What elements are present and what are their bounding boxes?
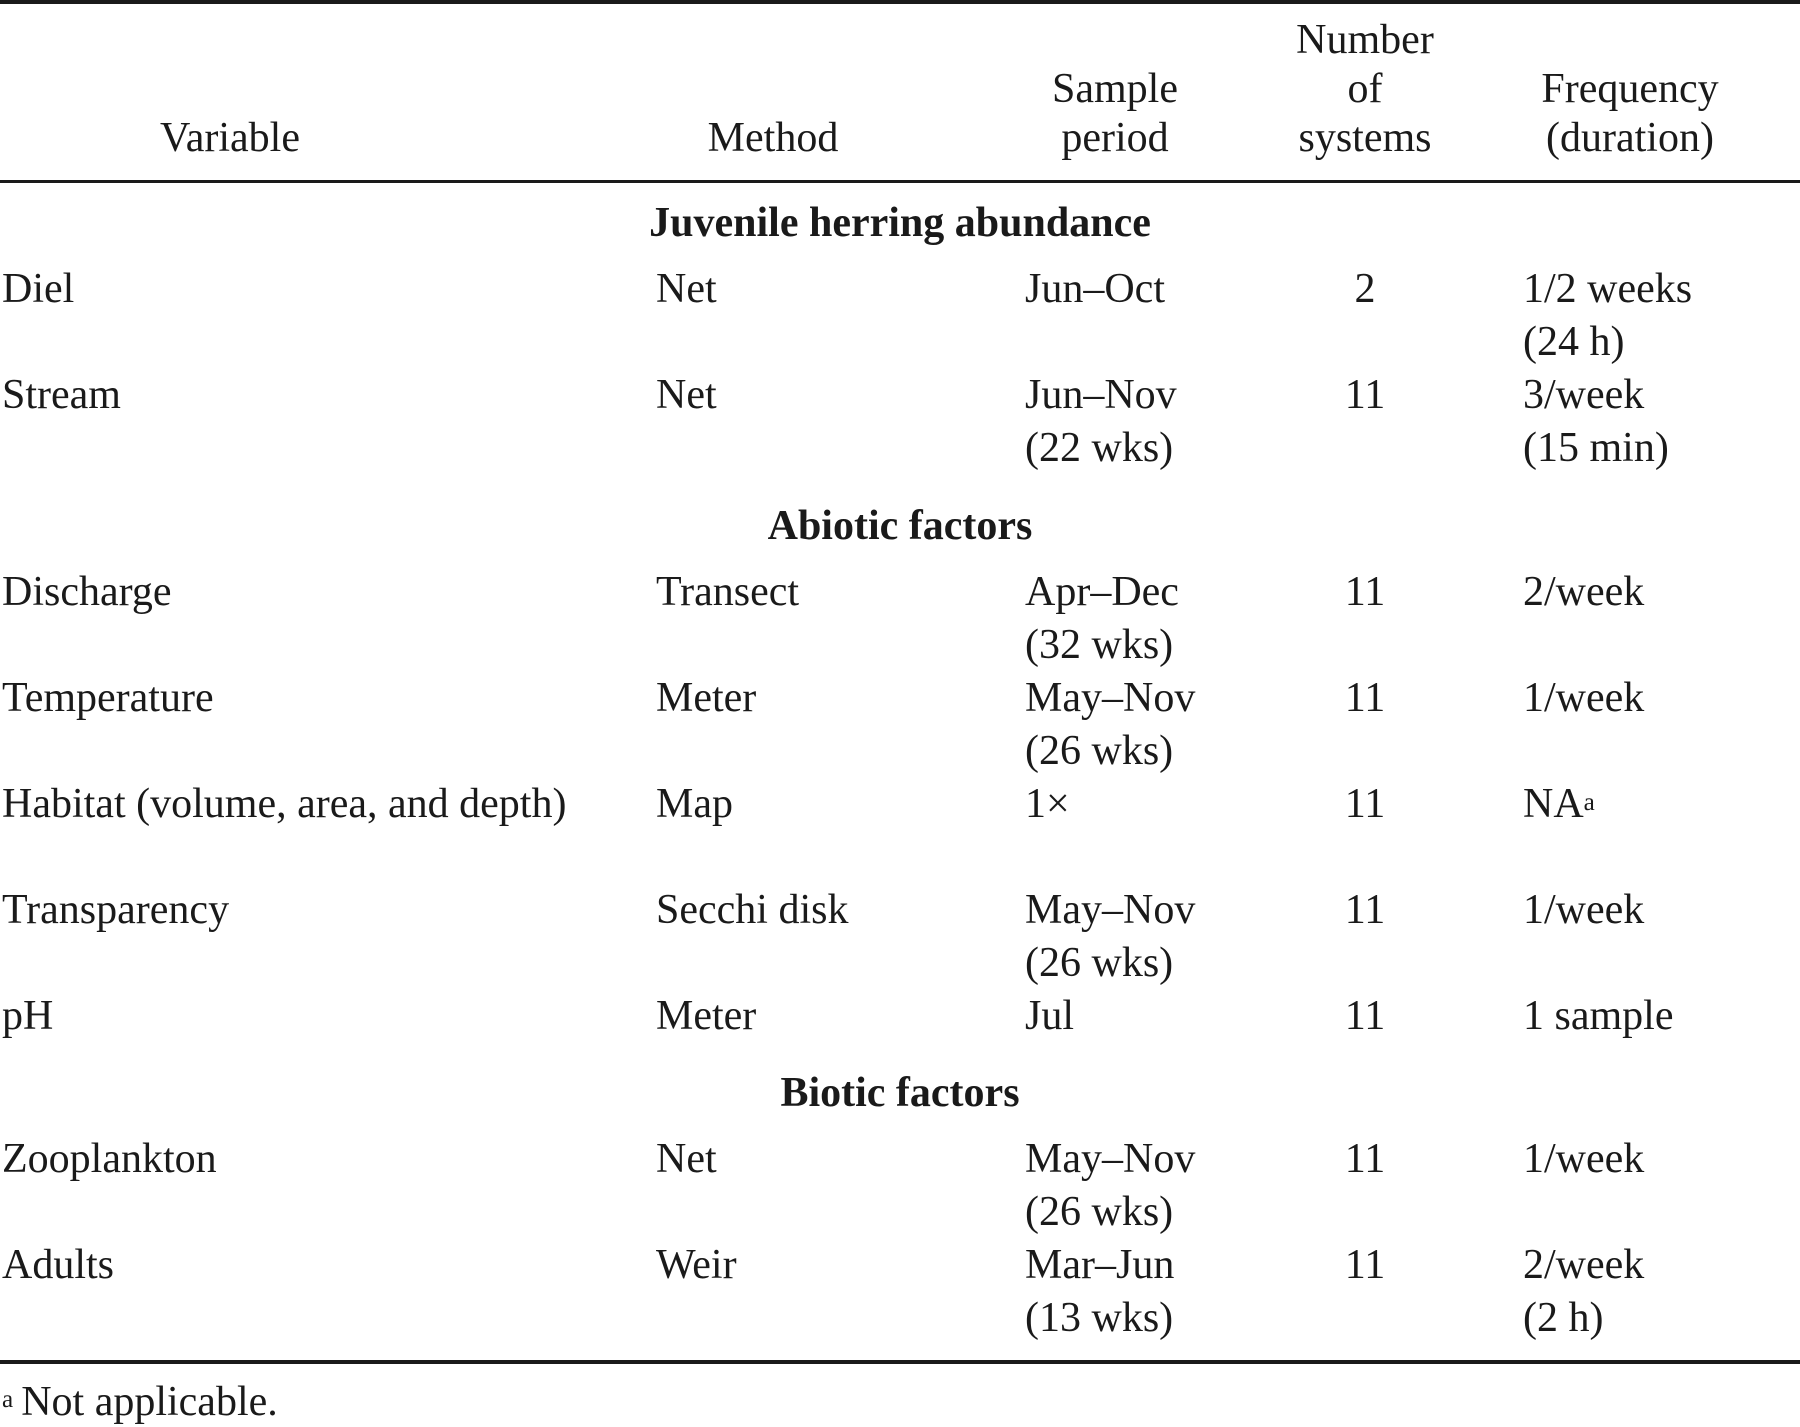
frequency-text: 1/week [1523, 887, 1645, 933]
cell-method: Map [656, 781, 733, 827]
cell-method: Weir [656, 1242, 737, 1288]
frequency-text: 1/week [1523, 1136, 1645, 1182]
cell-sample-period: May–Nov (26 wks) [1025, 887, 1196, 986]
frequency-text: NA [1523, 781, 1584, 827]
cell-sample-period: Apr–Dec (32 wks) [1025, 569, 1179, 668]
cell-number-of-systems: 11 [1344, 887, 1386, 933]
table-row [0, 778, 1800, 888]
cell-number-of-systems: 11 [1344, 781, 1386, 827]
footnote-text: Not applicable. [21, 1379, 278, 1425]
cell-number-of-systems: 11 [1344, 569, 1386, 615]
cell-variable: Diel [2, 266, 75, 312]
table-row [0, 263, 1800, 373]
bottom-rule [0, 1360, 1800, 1364]
cell-frequency [1523, 369, 1800, 475]
cell-method: Net [656, 266, 717, 312]
header-rule [0, 180, 1800, 183]
header-sample-period: Sample period [1052, 66, 1178, 161]
cell-sample-period: May–Nov (26 wks) [1025, 675, 1196, 774]
header-frequency: Frequency (duration) [1541, 66, 1719, 161]
cell-variable [2, 778, 632, 831]
cell-frequency [1523, 990, 1800, 1043]
footnote-mark: a [2, 1386, 14, 1413]
table-footnote [2, 1377, 278, 1427]
header-number-of-systems: Number of systems [1296, 17, 1434, 161]
cell-variable: Stream [2, 372, 121, 418]
cell-method: Meter [656, 675, 757, 721]
cell-method: Net [656, 1136, 717, 1182]
cell-number-of-systems: 11 [1344, 1242, 1386, 1288]
table-row [0, 1133, 1800, 1243]
frequency-text: 1 sample [1523, 993, 1674, 1039]
cell-variable: pH [2, 993, 54, 1039]
cell-variable: Temperature [2, 675, 214, 721]
cell-variable: Zooplankton [2, 1136, 217, 1182]
section-title: Biotic factors [780, 1070, 1020, 1116]
cell-sample-period: Jun–Oct [1025, 266, 1165, 312]
cell-number-of-systems: 2 [1354, 266, 1376, 312]
cell-variable: Adults [2, 1242, 115, 1288]
cell-number-of-systems: 11 [1344, 993, 1386, 1039]
frequency-text: 3/week (15 min) [1523, 372, 1669, 471]
cell-sample-period: Mar–Jun (13 wks) [1025, 1242, 1175, 1341]
cell-variable: Discharge [2, 569, 172, 615]
frequency-text: 1/2 weeks (24 h) [1523, 266, 1693, 365]
frequency-text: 2/week [1523, 569, 1645, 615]
footnote-marker: a [1583, 789, 1595, 816]
table-row [0, 1239, 1800, 1349]
cell-number-of-systems: 11 [1344, 675, 1386, 721]
variable-text: Habitat (volume, area, and depth) [2, 781, 567, 827]
cell-frequency [1523, 263, 1800, 369]
cell-frequency [1523, 672, 1800, 725]
section-title: Abiotic factors [767, 503, 1033, 549]
cell-frequency [1523, 778, 1800, 831]
cell-number-of-systems: 11 [1344, 1136, 1386, 1182]
cell-sample-period: May–Nov (26 wks) [1025, 1136, 1196, 1235]
cell-frequency [1523, 566, 1800, 619]
cell-method: Secchi disk [656, 887, 849, 933]
top-rule [0, 0, 1800, 4]
header-method: Method [707, 115, 839, 161]
header-variable: Variable [160, 115, 300, 161]
frequency-text: 1/week [1523, 675, 1645, 721]
cell-frequency [1523, 1239, 1800, 1345]
table-row [0, 672, 1800, 782]
frequency-text: 2/week (2 h) [1523, 1242, 1645, 1341]
cell-sample-period: Jun–Nov (22 wks) [1025, 372, 1177, 471]
table-row [0, 566, 1800, 676]
cell-sample-period: 1× [1025, 781, 1070, 827]
cell-method: Net [656, 372, 717, 418]
section-title: Juvenile herring abundance [649, 200, 1151, 246]
table-row [0, 884, 1800, 994]
cell-frequency [1523, 884, 1800, 937]
cell-variable: Transparency [2, 887, 230, 933]
cell-method: Meter [656, 993, 757, 1039]
cell-sample-period: Jul [1025, 993, 1075, 1039]
cell-number-of-systems: 11 [1344, 372, 1386, 418]
cell-frequency [1523, 1133, 1800, 1186]
table-row [0, 369, 1800, 479]
cell-method: Transect [656, 569, 800, 615]
